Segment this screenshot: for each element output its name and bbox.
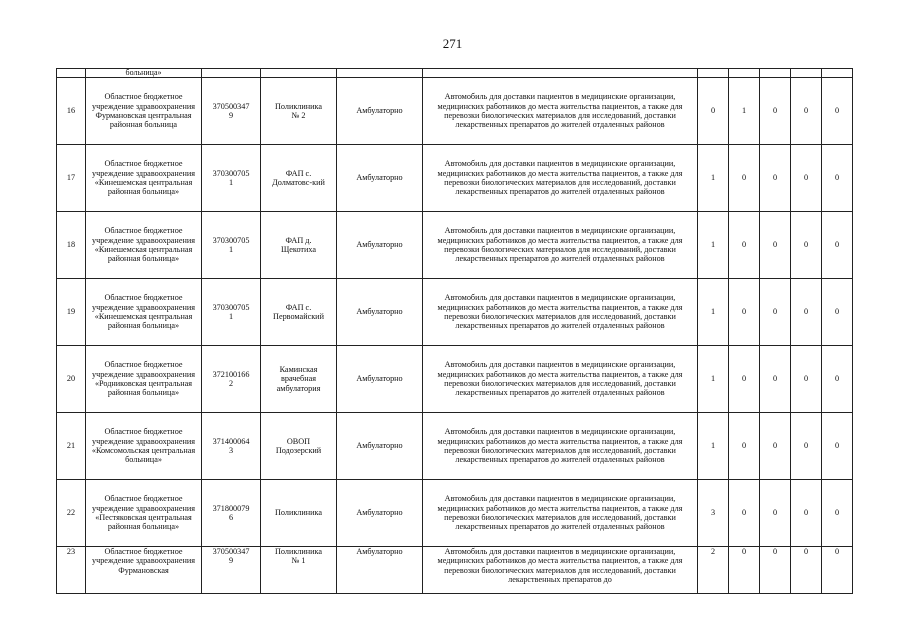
- cell-org: Областное бюджетное учреждение здравоохранения «Кинешемская центральная районная больница»: [86, 145, 202, 212]
- cell-org: Областное бюджетное учреждение здравоохранения «Кинешемская центральная районная больница»: [86, 212, 202, 279]
- cell-v1: 1: [698, 145, 729, 212]
- cell-v5: 0: [822, 279, 853, 346]
- cell-v1: [698, 69, 729, 78]
- cell-purpose: Автомобиль для доставки пациентов в медицинские организации, медицинских работников до места жительства пациентов, а также для перевозки биологических материалов для исследований, доставки лекарственных препаратов до жителей отдаленных районов: [423, 346, 698, 413]
- table-row: [57, 212, 853, 279]
- cell-v1: 1: [698, 346, 729, 413]
- cell-num: 19: [57, 279, 86, 346]
- continuation-row: [57, 69, 853, 78]
- cell-care-type: Амбулаторно: [337, 212, 423, 279]
- cell-purpose: Автомобиль для доставки пациентов в медицинские организации, медицинских работников до места жительства пациентов, а также для перевозки биологических материалов для исследований, доставки лекарственных препаратов до жителей отдаленных районов: [423, 145, 698, 212]
- cell-purpose: Автомобиль для доставки пациентов в медицинские организации, медицинских работников до места жительства пациентов, а также для перевозки биологических материалов для исследований, доставки лекарственных препаратов до: [423, 547, 698, 594]
- cell-v3: 0: [760, 78, 791, 145]
- cell-code: 370300705 1: [202, 145, 261, 212]
- cell-care-type: Амбулаторно: [337, 346, 423, 413]
- cell-v5: 0: [822, 212, 853, 279]
- cell-v4: 0: [791, 346, 822, 413]
- cell-v2: 0: [729, 346, 760, 413]
- cell-v5: 0: [822, 413, 853, 480]
- cell-unit: Каминская врачебная амбулатория: [261, 346, 337, 413]
- cell-v1: 2: [698, 547, 729, 594]
- cell-num: 23: [57, 547, 86, 594]
- cell-v3: 0: [760, 346, 791, 413]
- cell-unit: ОВОП Подозерский: [261, 413, 337, 480]
- cell-v4: 0: [791, 212, 822, 279]
- cell-num: [57, 69, 86, 78]
- cell-care-type: Амбулаторно: [337, 145, 423, 212]
- cell-v2: 0: [729, 279, 760, 346]
- cell-v2: 1: [729, 78, 760, 145]
- cell-v3: [760, 69, 791, 78]
- cell-org: Областное бюджетное учреждение здравоохранения Фурмановская: [86, 547, 202, 594]
- cell-num: 21: [57, 413, 86, 480]
- cell-code: 370500347 9: [202, 547, 261, 594]
- cell-code: 370300705 1: [202, 212, 261, 279]
- cell-care-type: Амбулаторно: [337, 279, 423, 346]
- table-row: [57, 145, 853, 212]
- table-row: [57, 346, 853, 413]
- cell-v2: 0: [729, 480, 760, 547]
- cell-v4: 0: [791, 78, 822, 145]
- cell-code: 370300705 1: [202, 279, 261, 346]
- table-row: [57, 279, 853, 346]
- cell-care-type: Амбулаторно: [337, 78, 423, 145]
- cell-care-type: [337, 69, 423, 78]
- cell-v2: 0: [729, 413, 760, 480]
- cell-v5: 0: [822, 78, 853, 145]
- cell-care-type: Амбулаторно: [337, 547, 423, 594]
- cell-unit: [261, 69, 337, 78]
- cell-v4: [791, 69, 822, 78]
- cell-num: 20: [57, 346, 86, 413]
- cell-num: 17: [57, 145, 86, 212]
- cell-code: 370500347 9: [202, 78, 261, 145]
- cell-purpose: Автомобиль для доставки пациентов в медицинские организации, медицинских работников до места жительства пациентов, а также для перевозки биологических материалов для исследований, доставки лекарственных препаратов до жителей отдаленных районов: [423, 212, 698, 279]
- cell-v5: [822, 69, 853, 78]
- vehicles-table: [56, 68, 853, 594]
- table-row: [57, 480, 853, 547]
- cell-v3: 0: [760, 145, 791, 212]
- cell-unit: ФАП с. Первомайский: [261, 279, 337, 346]
- cell-v1: 1: [698, 413, 729, 480]
- cell-org: больница»: [86, 69, 202, 78]
- cell-unit: Поликлиника № 1: [261, 547, 337, 594]
- cell-unit: ФАП д. Щекотиха: [261, 212, 337, 279]
- cell-v4: 0: [791, 413, 822, 480]
- cell-org: Областное бюджетное учреждение здравоохранения «Кинешемская центральная районная больница»: [86, 279, 202, 346]
- table-row: [57, 413, 853, 480]
- cell-v1: 0: [698, 78, 729, 145]
- cell-unit: Поликлиника № 2: [261, 78, 337, 145]
- cell-num: 18: [57, 212, 86, 279]
- cell-num: 22: [57, 480, 86, 547]
- cell-care-type: Амбулаторно: [337, 413, 423, 480]
- page-number: 271: [442, 36, 463, 51]
- cell-purpose: Автомобиль для доставки пациентов в медицинские организации, медицинских работников до места жительства пациентов, а также для перевозки биологических материалов для исследований, доставки лекарственных препаратов до жителей отдаленных районов: [423, 413, 698, 480]
- cell-v5: 0: [822, 547, 853, 594]
- cell-unit: ФАП с. Долматовс-кий: [261, 145, 337, 212]
- table-row: [57, 547, 853, 594]
- cell-code: 371400064 3: [202, 413, 261, 480]
- cell-v1: 1: [698, 212, 729, 279]
- cell-v2: [729, 69, 760, 78]
- cell-code: [202, 69, 261, 78]
- cell-v5: 0: [822, 480, 853, 547]
- cell-org: Областное бюджетное учреждение здравоохранения Фурмановская центральная районная больница: [86, 78, 202, 145]
- table-row: [57, 78, 853, 145]
- cell-v1: 1: [698, 279, 729, 346]
- cell-code: 372100166 2: [202, 346, 261, 413]
- cell-care-type: Амбулаторно: [337, 480, 423, 547]
- cell-v4: 0: [791, 480, 822, 547]
- cell-v4: 0: [791, 145, 822, 212]
- cell-org: Областное бюджетное учреждение здравоохранения «Родниковская центральная районная больница»: [86, 346, 202, 413]
- cell-v5: 0: [822, 346, 853, 413]
- cell-purpose: [423, 69, 698, 78]
- cell-v2: 0: [729, 547, 760, 594]
- cell-v4: 0: [791, 547, 822, 594]
- cell-code: 371800079 6: [202, 480, 261, 547]
- cell-v1: 3: [698, 480, 729, 547]
- cell-v3: 0: [760, 279, 791, 346]
- cell-v2: 0: [729, 145, 760, 212]
- cell-v2: 0: [729, 212, 760, 279]
- cell-org: Областное бюджетное учреждение здравоохранения «Пестяковская центральная районная больница»: [86, 480, 202, 547]
- cell-v4: 0: [791, 279, 822, 346]
- cell-purpose: Автомобиль для доставки пациентов в медицинские организации, медицинских работников до места жительства пациентов, а также для перевозки биологических материалов для исследований, доставки лекарственных препаратов до жителей отдаленных районов: [423, 279, 698, 346]
- table-body: [57, 69, 853, 594]
- cell-v3: 0: [760, 547, 791, 594]
- cell-unit: Поликлиника: [261, 480, 337, 547]
- cell-purpose: Автомобиль для доставки пациентов в медицинские организации, медицинских работников до места жительства пациентов, а также для перевозки биологических материалов для исследований, доставки лекарственных препаратов до жителей отдаленных районов: [423, 78, 698, 145]
- cell-purpose: Автомобиль для доставки пациентов в медицинские организации, медицинских работников до места жительства пациентов, а также для перевозки биологических материалов для исследований, доставки лекарственных препаратов до жителей отдаленных районов: [423, 480, 698, 547]
- cell-org: Областное бюджетное учреждение здравоохранения «Комсомольская центральная больница»: [86, 413, 202, 480]
- cell-v5: 0: [822, 145, 853, 212]
- cell-v3: 0: [760, 480, 791, 547]
- cell-v3: 0: [760, 413, 791, 480]
- cell-num: 16: [57, 78, 86, 145]
- cell-v3: 0: [760, 212, 791, 279]
